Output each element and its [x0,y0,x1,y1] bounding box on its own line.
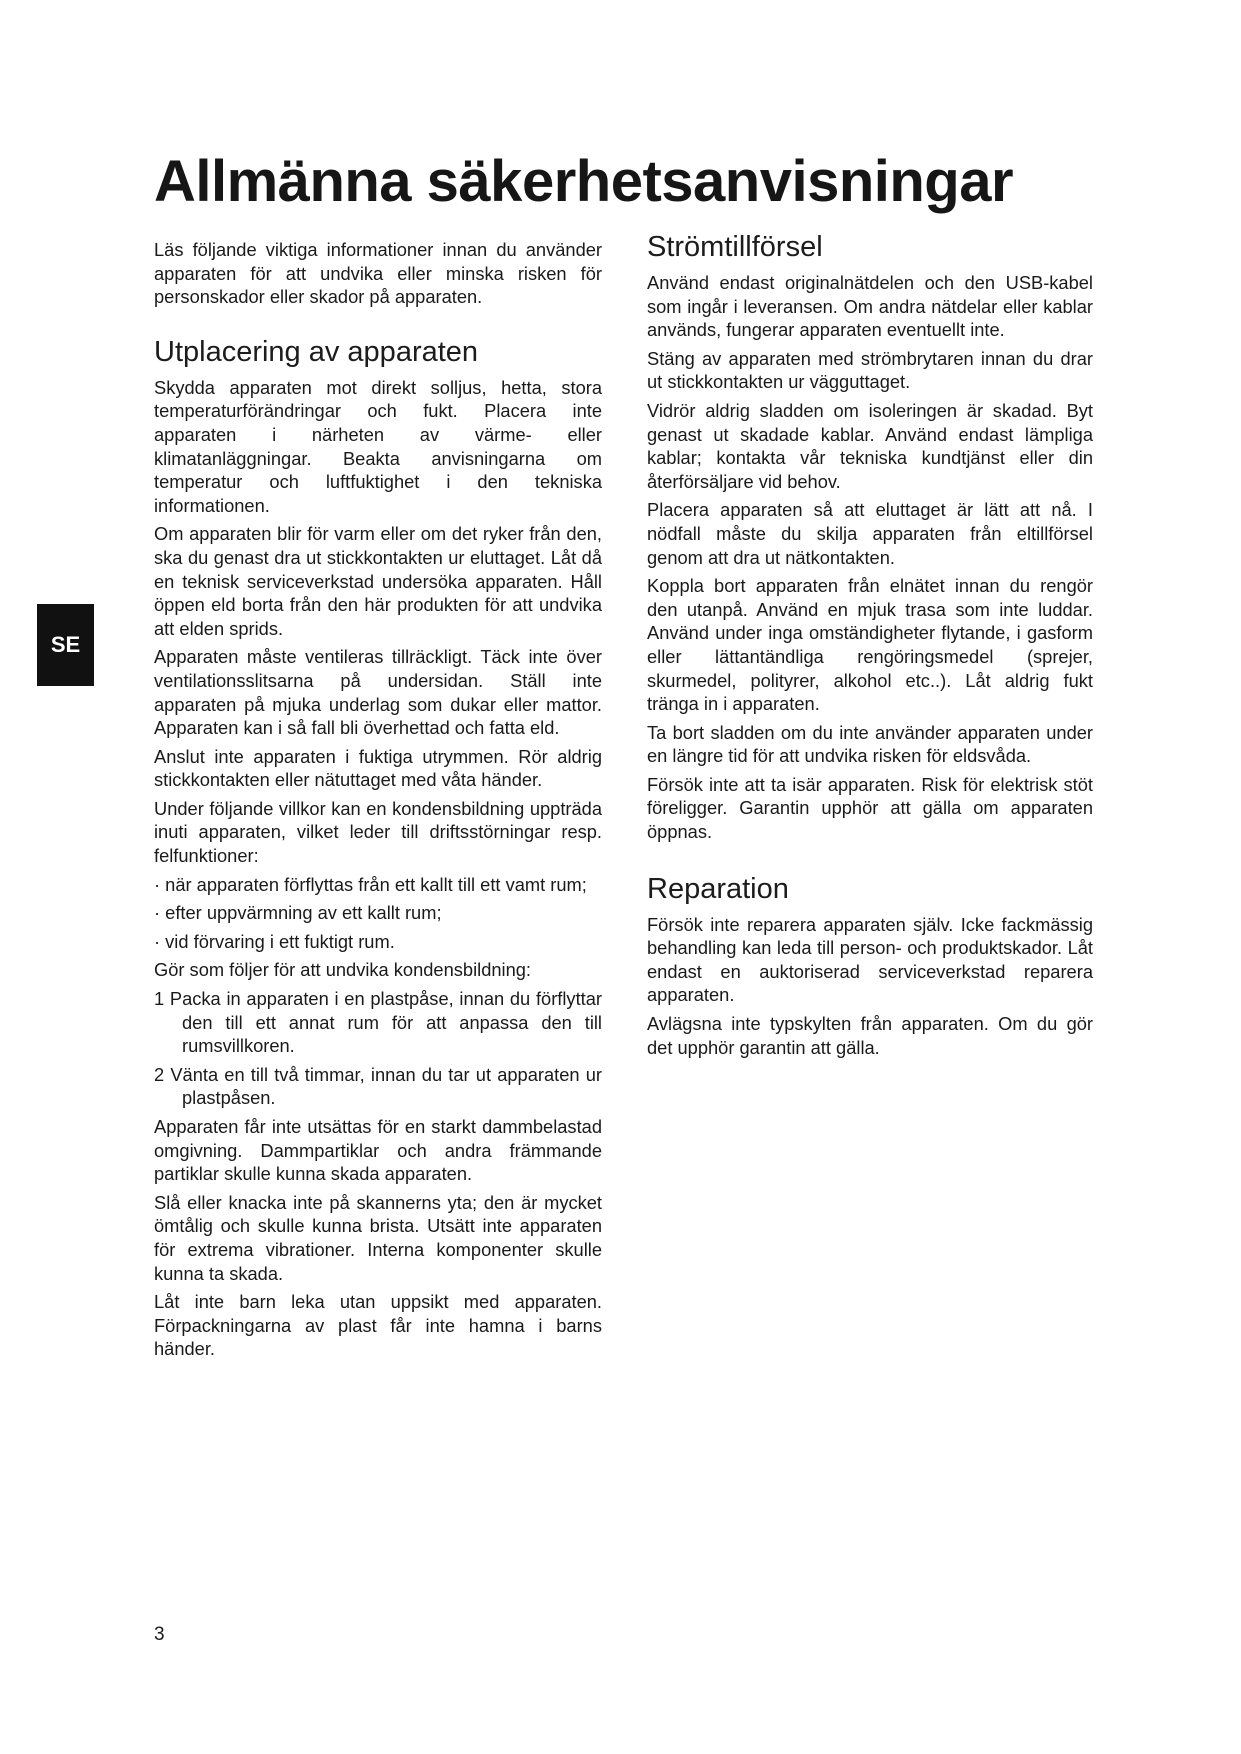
paragraph: Vidrör aldrig sladden om isoleringen är skadad. Byt genast ut skadade kablar. Använd endast lämpliga kablar; kontakta vår tekniska kundtjänst eller din återförsäljare vid behov. [647,399,1093,492]
paragraph: Använd endast originalnätdelen och den USB-kabel som ingår i leveransen. Om andra nätdelar eller kablar används, fungerar apparaten eventuellt inte. [647,272,1093,341]
paragraph: Låt inte barn leka utan uppsikt med apparaten. Förpackningarna av plast får inte hamna i barns händer. [154,1291,602,1360]
paragraph: Koppla bort apparaten från elnätet innan du rengör den utanpå. Använd en mjuk trasa som inte luddar. Använd under inga omständigheter flytande, i gasform eller lättantändliga rengöringsmedel (sprejer, skurmedel, polityrer, alkohol etc..). Låt aldrig fukt tränga in i apparaten. [647,575,1093,715]
intro-paragraph: Läs följande viktiga informationer innan du använder apparaten för att undvika eller minska risken för personskador eller skador på apparaten. [154,239,602,308]
language-tab: SE [37,604,94,686]
paragraph: Stäng av apparaten med strömbrytaren innan du drar ut stickkontakten ur vägguttaget. [647,347,1093,393]
page-number: 3 [154,1624,165,1645]
bullet-item: · vid förvaring i ett fuktigt rum. [154,930,395,952]
right-column [647,230,1093,1064]
repair-heading: Reparation [647,872,789,905]
page-title: Allmänna säkerhetsanvisningar [154,149,1014,214]
bullet-item: · när apparaten förflyttas från ett kallt till ett vamt rum; [154,873,587,895]
paragraph: Apparaten får inte utsättas för en starkt dammbelastad omgivning. Dammpartiklar och andra främmande partiklar skulle kunna skada apparaten. [154,1116,602,1185]
paragraph: Anslut inte apparaten i fuktiga utrymmen. Rör aldrig stickkontakten eller nätuttaget med våta händer. [154,745,602,791]
paragraph: Avlägsna inte typskylten från apparaten. Om du gör det upphör garantin att gälla. [647,1013,1093,1058]
paragraph: Under följande villkor kan en kondensbildning uppträda inuti apparaten, vilket leder till driftsstörningar resp. felfunktioner: [154,797,602,867]
paragraph: Placera apparaten så att eluttaget är lätt att nå. I nödfall måste du skilja apparaten från eltillförsel genom att dra ut nätkontakten. [647,499,1093,568]
paragraph: Skydda apparaten mot direkt solljus, hetta, stora temperaturförändringar och fukt. Placera inte apparaten i närheten av värme- eller klimatanläggningar. Beakta anvisningarna om temperatur och luftfuktighet i den tekniska informationen. [154,376,602,516]
paragraph: Apparaten måste ventileras tillräckligt. Täck inte över ventilationsslitsarna på undersidan. Ställ inte apparaten på mjuka underlag som dukar eller mattor. Apparaten kan i så fall bli överhettad och fatta eld. [154,646,602,739]
paragraph: Om apparaten blir för varm eller om det ryker från den, ska du genast dra ut stickkontakten ur eluttaget. Låt då en teknisk serviceverkstad undersöka apparaten. Håll öppen eld borta från den här produkten för att undvika att elden sprids. [154,523,602,639]
numbered-step: 1 Packa in apparaten i en plastpåse, innan du förflyttar den till ett annat rum för att anpassa den till rumsvillkoren. [154,988,602,1057]
placement-heading: Utplacering av apparaten [154,335,479,368]
left-column [154,238,602,1366]
paragraph: Gör som följer för att undvika kondensbildning: [154,959,531,981]
paragraph: Försök inte att ta isär apparaten. Risk för elektrisk stöt föreligger. Garantin upphör att gälla om apparaten öppnas. [647,773,1093,843]
numbered-step: 2 Vänta en till två timmar, innan du tar ut apparaten ur plastpåsen. [154,1063,602,1109]
paragraph: Ta bort sladden om du inte använder apparaten under en längre tid för att undvika risken för eldsvåda. [647,721,1093,767]
paragraph: Försök inte reparera apparaten själv. Icke fackmässig behandling kan leda till person- och produktskador. Låt endast en auktoriserad serviceverkstad reparera apparaten. [647,913,1093,1006]
power-supply-heading: Strömtillförsel [647,231,823,263]
paragraph: Slå eller knacka inte på skannerns yta; den är mycket ömtålig och skulle kunna brista. Utsätt inte apparaten för extrema vibrationer. Interna komponenter skulle kunna ta skada. [154,1191,602,1284]
bullet-item: · efter uppvärmning av ett kallt rum; [154,902,442,924]
